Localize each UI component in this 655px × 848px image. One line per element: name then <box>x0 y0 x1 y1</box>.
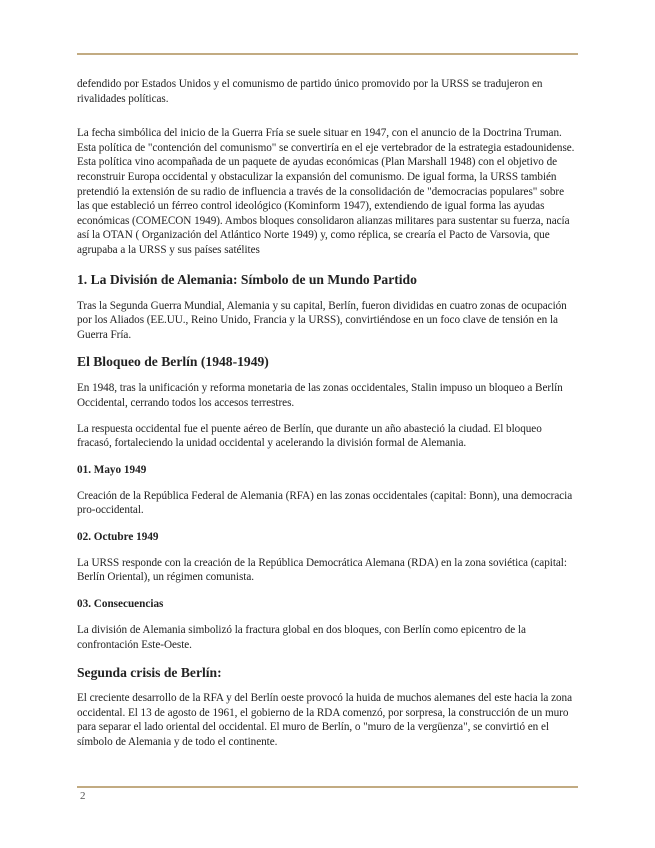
paragraph-zonas-ocupacion: Tras la Segunda Guerra Mundial, Alemania y su capital, Berlín, fueron divididas en cuatro zonas de ocupación por los Aliados (EE.UU., Reino Unido, Francia y la URSS), convirtiéndose en un foco clave de tensión en la Guerra Fría. <box>77 299 567 341</box>
heading-division-alemania: 1. La División de Alemania: Símbolo de un Mundo Partido <box>77 271 417 287</box>
document-body <box>77 77 577 750</box>
heading-consecuencias: 03. Consecuencias <box>77 598 164 611</box>
paragraph-consecuencias: La división de Alemania simbolizó la fractura global en dos bloques, con Berlín como epicentro de la confrontación Este-Oeste. <box>77 624 526 651</box>
paragraph-rda: La URSS responde con la creación de la República Democrática Alemana (RDA) en la zona soviética (capital: Berlín Oriental), un régimen comunista. <box>77 556 567 584</box>
paragraph-doctrina-truman: La fecha simbólica del inicio de la Guerra Fría se suele situar en 1947, con el anuncio de la Doctrina Truman. Esta política de "contención del comunismo" se convertiría en el eje vertebrador de la estrategia estadounidense. Esta política vino acompañada de un paquete de ayudas económicas (Plan Marshall 1948) con el objetivo de reconstruir Europa occidental y obstaculizar la expansión del comunismo. De igual forma, la URSS también pretendió la extensión de su radio de influencia a través de la consolidación de "democracias populares" sobre las que estableció un férreo control ideológico (Kominform 1947), extendiendo de igual forma las ayudas económicas (COMECON 1949). Ambos bloques consolidaron alianzas militares para sustentar su fuerza, nacía así la OTAN ( Organización del Atlántico Norte 1949) y, como réplica, se crearía el Pacto de Varsovia, que agrupaba a la URSS y sus países satélites <box>77 127 575 256</box>
paragraph-puente-aereo: La respuesta occidental fue el puente aéreo de Berlín, que durante un año abasteció la ciudad. El bloqueo fracasó, fortaleciendo la unidad occidental y acelerando la división formal de Alemania. <box>77 422 542 450</box>
paragraph-rivalidades: defendido por Estados Unidos y el comunismo de partido único promovido por la URSS se tradujeron en rivalidades políticas. <box>77 78 543 105</box>
paragraph-rfa: Creación de la República Federal de Alemania (RFA) en las zonas occidentales (capital: Bonn), una democracia pro-occidental. <box>77 489 573 517</box>
paragraph-muro-berlin: El creciente desarrollo de la RFA y del Berlín oeste provocó la huida de muchos alemanes del este hacia la zona occidental. El 13 de agosto de 1961, el gobierno de la RDA comenzó, por sorpresa, la construcción de un muro para separar el lado oriental del occidental. El muro de Berlín, o "muro de la vergüenza", se convirtió en el símbolo de Alemania y de todo el continente. <box>77 692 573 749</box>
heading-octubre-1949: 02. Octubre 1949 <box>77 530 159 543</box>
heading-mayo-1949: 01. Mayo 1949 <box>77 463 147 476</box>
heading-bloqueo-berlin: El Bloqueo de Berlín (1948-1949) <box>77 354 269 370</box>
heading-segunda-crisis: Segunda crisis de Berlín: <box>77 665 222 681</box>
paragraph-bloqueo: En 1948, tras la unificación y reforma monetaria de las zonas occidentales, Stalin impuso un bloqueo a Berlín Occidental, cerrando todos los accesos terrestres. <box>77 382 563 409</box>
top-rule <box>77 53 578 55</box>
bottom-rule <box>77 786 578 788</box>
page-number: 2 <box>80 790 86 802</box>
